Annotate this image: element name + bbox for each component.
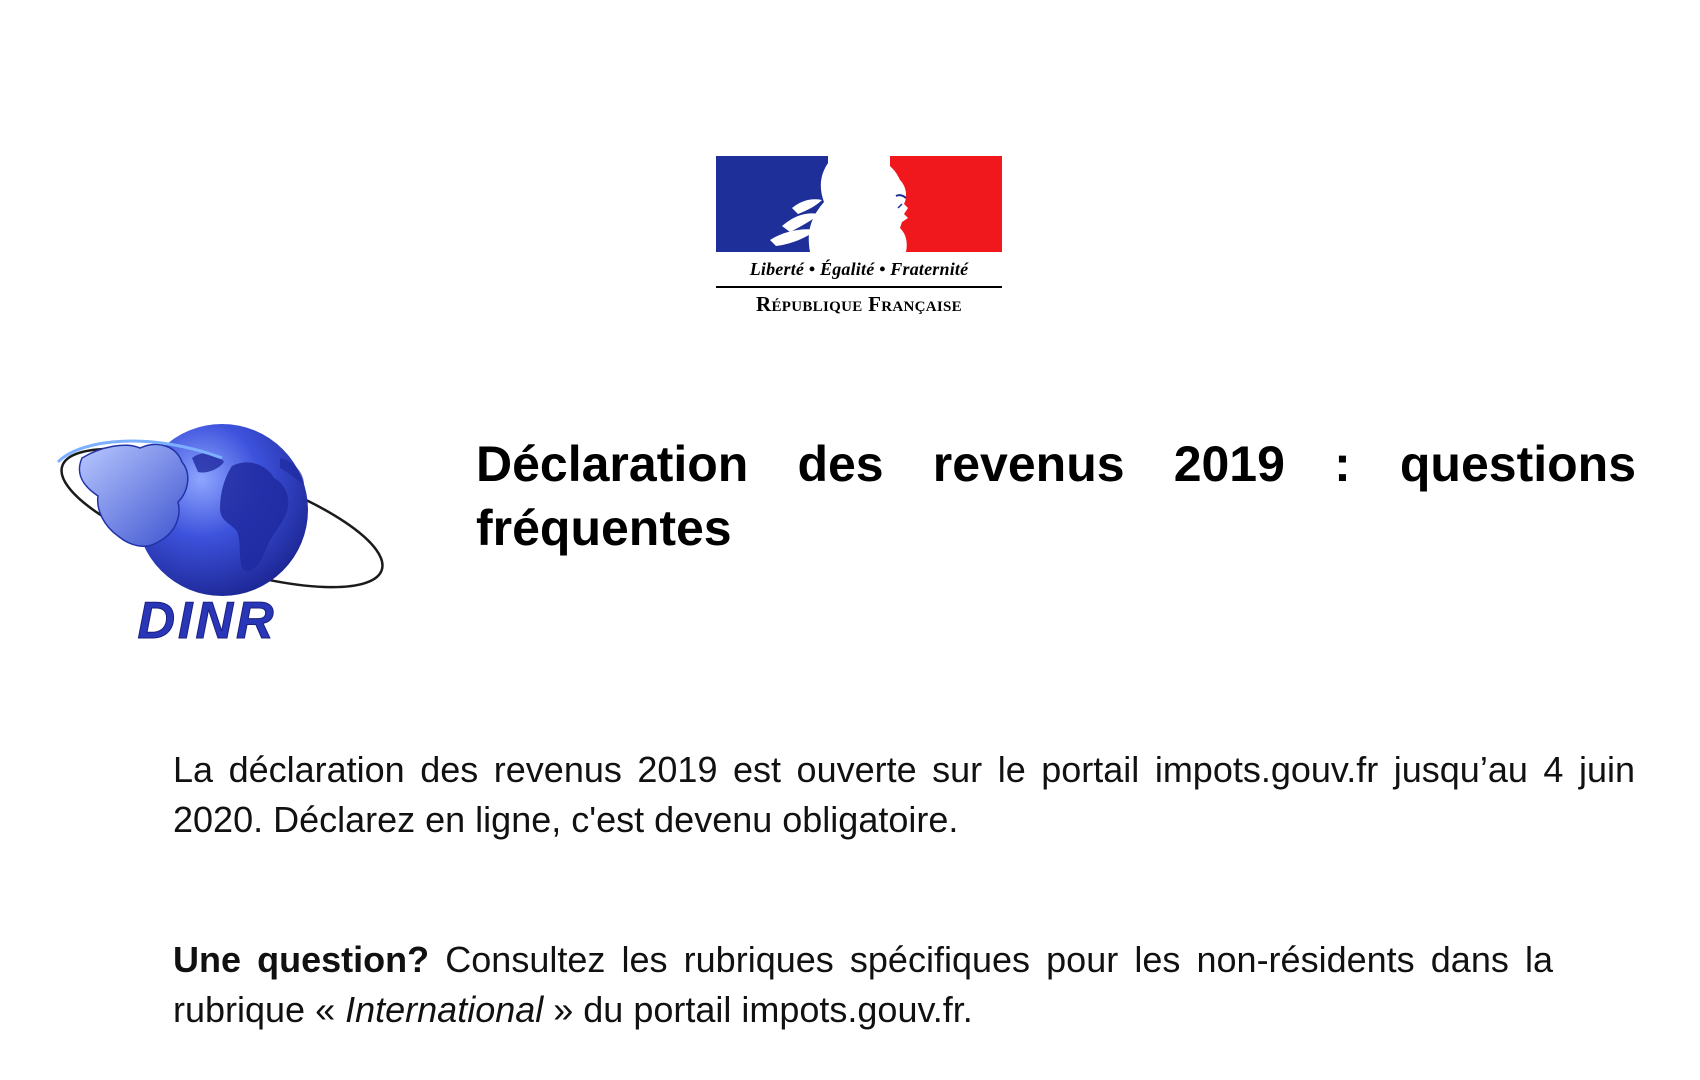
republic-name: République Française <box>756 292 962 316</box>
logo-divider <box>716 286 1002 288</box>
international-rubric: International <box>345 989 544 1030</box>
question-lead: Une question? <box>173 939 430 980</box>
question-text-after: » du portail impots.gouv.fr. <box>543 989 973 1030</box>
dinr-logo-text: DINR <box>137 592 277 650</box>
republique-francaise-logo <box>716 156 1002 324</box>
marianne-flag-icon <box>716 156 1002 252</box>
document-title: Déclaration des revenus 2019 : questions fréquentes <box>476 436 1636 556</box>
republic-motto: Liberté • Égalité • Fraternité <box>749 259 969 279</box>
question-text-before: Consultez les rubriques spécifiques pour les non-résidents dans la rubrique « <box>173 939 1553 1030</box>
intro-paragraph: La déclaration des revenus 2019 est ouverte sur le portail impots.gouv.fr jusqu’au 4 juin 2020. Déclarez en ligne, c'est devenu obligatoire. <box>173 749 1635 840</box>
dinr-globe-logo <box>42 418 387 650</box>
question-paragraph <box>173 935 1553 1035</box>
